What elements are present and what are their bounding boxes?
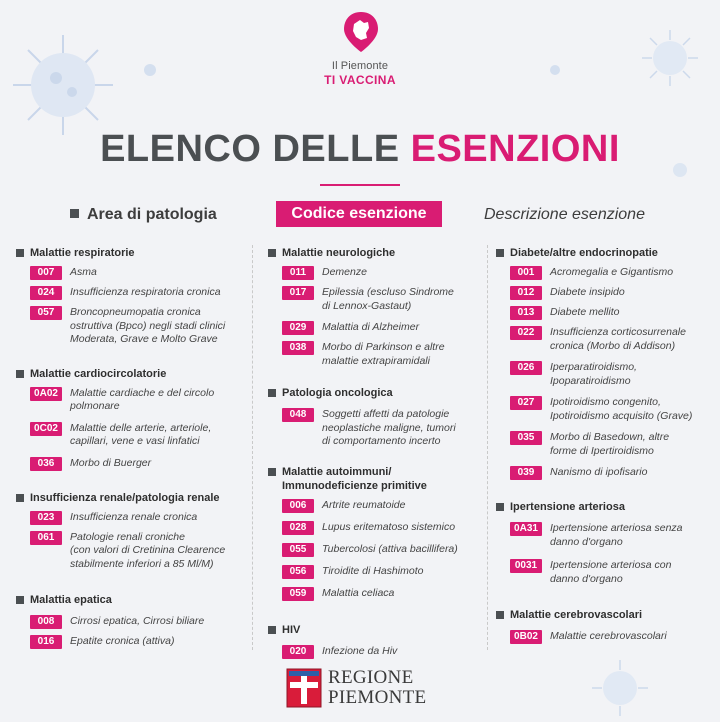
item-description: Broncopneumopatia cronica ostruttiva (Bpco) negli stadi clinici Moderata, Grave e Molto Grave [70, 306, 226, 345]
code-badge: 006 [282, 499, 314, 513]
item-description: Patologie renali croniche (con valori di Cretinina Clearence stabilmente inferiori a 85 Ml/M) [70, 530, 226, 570]
virus-decoration-icon [545, 60, 565, 80]
list-item [268, 645, 482, 659]
item-description: Acromegalia e Gigantismo [550, 266, 674, 278]
list-item [496, 286, 714, 300]
code-badge: 017 [282, 286, 314, 300]
piemonte-vaccina-logo-icon [342, 10, 380, 54]
section-title: Diabete/altre endocrinopatie [496, 246, 714, 260]
column-3 [496, 246, 714, 644]
brand-line-2: TI VACCINA [324, 73, 396, 87]
brand-line-1: Il Piemonte [331, 60, 389, 72]
bullet-square-icon [70, 209, 79, 218]
section-insufficienza-renale [16, 491, 248, 572]
item-description: Infezione da Hiv [322, 644, 398, 657]
code-badge: 028 [282, 521, 314, 535]
list-item [16, 266, 248, 280]
item-description: Malattie cardiache e del circolo polmonare [70, 386, 215, 412]
section-malattie-respiratorie [16, 246, 248, 347]
column-header-descrizione: Descrizione esenzione [484, 206, 645, 223]
section-title: Malattia epatica [16, 593, 248, 607]
item-description: Asma [70, 266, 97, 278]
column-1 [16, 246, 248, 649]
virus-decoration-icon [640, 28, 700, 88]
section-title: Patologia oncologica [268, 386, 482, 400]
code-badge: 0A31 [510, 522, 542, 536]
code-badge: 056 [282, 565, 314, 579]
column-header-area: Area di patologia [70, 206, 217, 224]
item-description: Demenze [322, 266, 367, 278]
column-divider [252, 245, 253, 650]
code-badge: 0031 [510, 559, 542, 573]
section-ipertensione-arteriosa [496, 500, 714, 586]
list-item [268, 408, 482, 449]
item-description: Diabete insipido [550, 286, 625, 298]
item-description: Cirrosi epatica, Cirrosi biliare [70, 615, 205, 627]
column-divider [487, 245, 488, 650]
list-item [268, 543, 482, 557]
code-badge: 061 [30, 531, 62, 545]
code-badge: 008 [30, 615, 62, 629]
item-description: Epatite cronica (attiva) [70, 635, 175, 647]
item-description: Morbo di Basedown, altre forme di Ipertiroidismo [550, 431, 670, 457]
code-badge: 020 [282, 645, 314, 659]
code-badge: 012 [510, 286, 542, 300]
section-malattie-autoimmuni [268, 465, 482, 601]
code-badge: 023 [30, 511, 62, 525]
code-badge: 038 [282, 341, 314, 355]
list-item [268, 565, 482, 579]
section-title: Malattie cerebrovascolari [496, 608, 714, 622]
section-title: Insufficienza renale/patologia renale [16, 491, 248, 505]
list-item [496, 326, 714, 353]
code-badge: 027 [510, 396, 542, 410]
title-part-1: ELENCO DELLE [100, 128, 411, 170]
item-description: Morbo di Buerger [70, 456, 152, 469]
section-patologia-oncologica [268, 386, 482, 449]
column-2 [268, 246, 482, 659]
list-item [16, 286, 248, 300]
code-badge: 0A02 [30, 387, 62, 401]
list-item [16, 387, 248, 414]
list-item [268, 341, 482, 368]
code-badge: 036 [30, 457, 62, 471]
section-malattie-neurologiche [268, 246, 482, 368]
list-item [16, 615, 248, 629]
list-item [16, 457, 248, 471]
item-description: Epilessia (escluso Sindrome di Lennox-Gastaut) [322, 286, 454, 312]
code-badge: 039 [510, 466, 542, 480]
item-description: Malattia di Alzheimer [322, 321, 420, 333]
code-badge: 029 [282, 321, 314, 335]
item-description: Ipotiroidismo congenito, Ipotiroidismo acquisito (Grave) [550, 396, 693, 422]
code-badge: 0C02 [30, 422, 62, 436]
section-diabete-endocrinopatie [496, 246, 714, 480]
item-description: Ipertensione arteriosa con danno d'organo [550, 559, 672, 585]
list-item [496, 466, 714, 480]
item-description: Tiroidite di Hashimoto [322, 564, 424, 577]
code-badge: 048 [282, 408, 314, 422]
code-badge: 013 [510, 306, 542, 320]
list-item [268, 321, 482, 335]
code-badge: 059 [282, 587, 314, 601]
item-description: Malattie delle arterie, arteriole, capillari, vene e vasi linfatici [70, 421, 212, 447]
item-description: Artrite reumatoide [322, 498, 406, 511]
page-title [0, 128, 720, 171]
list-item [496, 361, 714, 388]
item-description: Malattie cerebrovascolari [550, 630, 667, 642]
item-description: Morbo di Parkinson e altre malattie extrapiramidali [322, 341, 445, 367]
code-badge: 007 [30, 266, 62, 280]
section-title: Malattie autoimmuni/ Immunodeficienze primitive [268, 465, 482, 493]
section-title: Ipertensione arteriosa [496, 500, 714, 514]
item-description: Tubercolosi (attiva bacillifera) [322, 542, 458, 555]
list-item [496, 559, 714, 586]
code-badge: 057 [30, 306, 62, 320]
regione-piemonte-emblem-icon [286, 668, 322, 708]
item-description: Malattia celiaca [322, 586, 395, 599]
code-badge: 026 [510, 361, 542, 375]
list-item [496, 306, 714, 320]
virus-decoration-icon [8, 30, 118, 140]
list-item [268, 266, 482, 280]
list-item [16, 531, 248, 572]
code-badge: 001 [510, 266, 542, 280]
list-item [496, 630, 714, 644]
list-item [16, 511, 248, 525]
code-badge: 022 [510, 326, 542, 340]
section-malattia-epatica [16, 593, 248, 649]
virus-decoration-icon [140, 60, 160, 80]
code-badge: 024 [30, 286, 62, 300]
column-header-codice: Codice esenzione [276, 201, 442, 227]
code-badge: 016 [30, 635, 62, 649]
code-badge: 0B02 [510, 630, 542, 644]
code-badge: 035 [510, 431, 542, 445]
code-badge: 011 [282, 266, 314, 280]
section-hiv [268, 623, 482, 659]
list-item [496, 266, 714, 280]
item-description: Diabete mellito [550, 306, 620, 318]
item-description: Lupus eritematoso sistemico [322, 520, 456, 533]
item-description: Iperparatiroidismo, Ipoparatiroidismo [550, 361, 637, 387]
section-title: HIV [268, 623, 482, 637]
section-malattie-cardiocircolatorie [16, 367, 248, 471]
list-item [268, 499, 482, 513]
list-item [268, 286, 482, 313]
item-description: Insufficienza respiratoria cronica [70, 286, 221, 298]
section-title: Malattie neurologiche [268, 246, 482, 260]
item-description: Nanismo di ipofisario [550, 466, 648, 478]
section-malattie-cerebrovascolari [496, 608, 714, 644]
list-item [16, 306, 248, 347]
section-title: Malattie cardiocircolatorie [16, 367, 248, 381]
list-item [496, 396, 714, 423]
list-item [16, 635, 248, 649]
regione-piemonte-wordmark: REGIONE PIEMONTE [328, 667, 427, 708]
item-description: Soggetti affetti da patologie neoplastiche maligne, tumori di comportamento incerto [322, 408, 456, 447]
list-item [496, 522, 714, 549]
code-badge: 055 [282, 543, 314, 557]
item-description: Ipertensione arteriosa senza danno d'organo [550, 522, 683, 548]
section-title: Malattie respiratorie [16, 246, 248, 260]
list-item [268, 587, 482, 601]
item-description: Insufficienza renale cronica [70, 510, 198, 523]
list-item [268, 521, 482, 535]
item-description: Insufficienza corticosurrenale cronica (Morbo di Addison) [550, 326, 686, 352]
title-underline [320, 184, 400, 186]
title-part-2: ESENZIONI [410, 128, 620, 170]
list-item [496, 431, 714, 458]
virus-decoration-icon [590, 658, 650, 718]
list-item [16, 422, 248, 449]
